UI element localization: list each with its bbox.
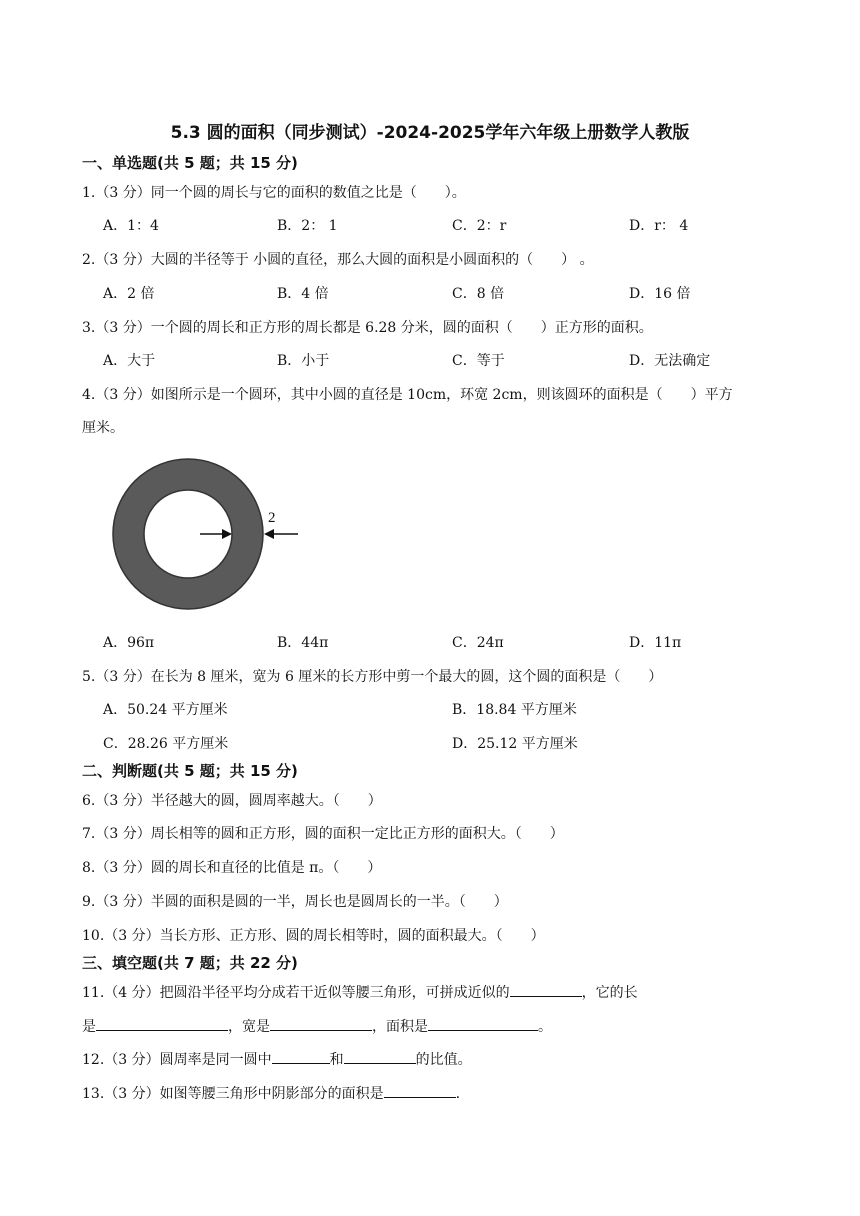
- question-7: 7.（3 分）周长相等的圆和正方形，圆的面积一定比正方形的面积大。（ ）: [82, 826, 564, 842]
- q3-option-c: C．等于: [452, 353, 505, 369]
- question-3: 3.（3 分）一个圆的周长和正方形的周长都是 6.28 分米，圆的面积（ ）正方形的面积。: [82, 320, 653, 336]
- q3-option-b: B．小于: [277, 353, 330, 369]
- answer-blank[interactable]: [344, 1049, 416, 1064]
- answer-blank[interactable]: [272, 1049, 330, 1064]
- q12-text: 和: [329, 1052, 344, 1068]
- answer-blank[interactable]: [428, 1016, 538, 1031]
- q11-text: ，宽是: [228, 1019, 270, 1035]
- annulus-figure: [108, 448, 308, 623]
- question-2: 2.（3 分）大圆的半径等于 小圆的直径，那么大圆的面积是小圆面积的（ ） 。: [82, 252, 594, 268]
- q2-option-b: B．4 倍: [277, 286, 329, 302]
- question-11: [82, 982, 638, 1002]
- q5-option-a: A．50.24 平方厘米: [103, 702, 228, 718]
- q12-text: 12.（3 分）圆周率是同一圆中: [82, 1052, 272, 1068]
- question-10: 10.（3 分）当长方形、正方形、圆的周长相等时，圆的面积最大。（ ）: [82, 928, 545, 944]
- q4-option-d: D．11π: [629, 635, 682, 651]
- section-heading: 一、单选题(共 5 题；共 15 分): [82, 154, 298, 172]
- q5-option-c: C．28.26 平方厘米: [103, 736, 229, 752]
- q4-option-c: C．24π: [452, 635, 504, 651]
- question-1: 1.（3 分）同一个圆的周长与它的面积的数值之比是（ ）。: [82, 185, 466, 201]
- section-heading: 二、判断题(共 5 题；共 15 分): [82, 762, 298, 780]
- q5-option-b: B．18.84 平方厘米: [452, 702, 577, 718]
- page-title: 5.3 圆的面积（同步测试）-2024-2025学年六年级上册数学人教版: [170, 123, 690, 143]
- q11-text: 。: [538, 1019, 552, 1035]
- q3-option-d: D．无法确定: [629, 353, 711, 369]
- q11-text: 11.（4 分）把圆沿半径平均分成若干近似等腰三角形，可拼成近似的: [82, 985, 510, 1001]
- question-12: [82, 1049, 472, 1069]
- question-4-continued: 厘米。: [82, 420, 124, 436]
- q2-option-d: D．16 倍: [629, 286, 691, 302]
- q2-option-a: A．2 倍: [103, 286, 155, 302]
- width-label: 2: [268, 510, 276, 526]
- q12-text: 的比值。: [415, 1052, 472, 1068]
- question-4: 4.（3 分）如图所示是一个圆环，其中小圆的直径是 10cm，环宽 2cm，则该圆环的面积是（ ）平方: [82, 387, 733, 403]
- q4-option-b: B．44π: [277, 635, 329, 651]
- question-13: [82, 1083, 460, 1103]
- question-9: 9.（3 分）半圆的面积是圆的一半，周长也是圆周长的一半。（ ）: [82, 894, 508, 910]
- q5-option-d: D．25.12 平方厘米: [452, 736, 578, 752]
- answer-blank[interactable]: [96, 1016, 228, 1031]
- q1-option-d: D．r： 4: [629, 218, 689, 234]
- q2-option-c: C．8 倍: [452, 286, 505, 302]
- q11-text: ，面积是: [372, 1019, 428, 1035]
- q11-text: 是: [82, 1019, 96, 1035]
- q3-option-a: A．大于: [103, 353, 156, 369]
- section-heading: 三、填空题(共 7 题；共 22 分): [82, 954, 298, 972]
- answer-blank[interactable]: [384, 1083, 456, 1098]
- answer-blank[interactable]: [510, 982, 582, 997]
- question-8: 8.（3 分）圆的周长和直径的比值是 π。（ ）: [82, 860, 382, 876]
- q11-text: ，它的长: [581, 985, 638, 1001]
- question-6: 6.（3 分）半径越大的圆，圆周率越大。（ ）: [82, 793, 382, 809]
- q13-text: 13.（3 分）如图等腰三角形中阴影部分的面积是: [82, 1086, 384, 1102]
- answer-blank[interactable]: [270, 1016, 372, 1031]
- q1-option-b: B．2： 1: [277, 218, 338, 234]
- question-11-continued: [82, 1016, 552, 1036]
- q4-option-a: A．96π: [103, 635, 155, 651]
- outer-arrow-head: [264, 529, 274, 539]
- q1-option-c: C．2：r: [452, 218, 507, 234]
- q13-text: .: [455, 1086, 461, 1102]
- question-5: 5.（3 分）在长为 8 厘米，宽为 6 厘米的长方形中剪一个最大的圆，这个圆的面积是（ ）: [82, 669, 663, 685]
- q1-option-a: A．1：4: [103, 218, 159, 234]
